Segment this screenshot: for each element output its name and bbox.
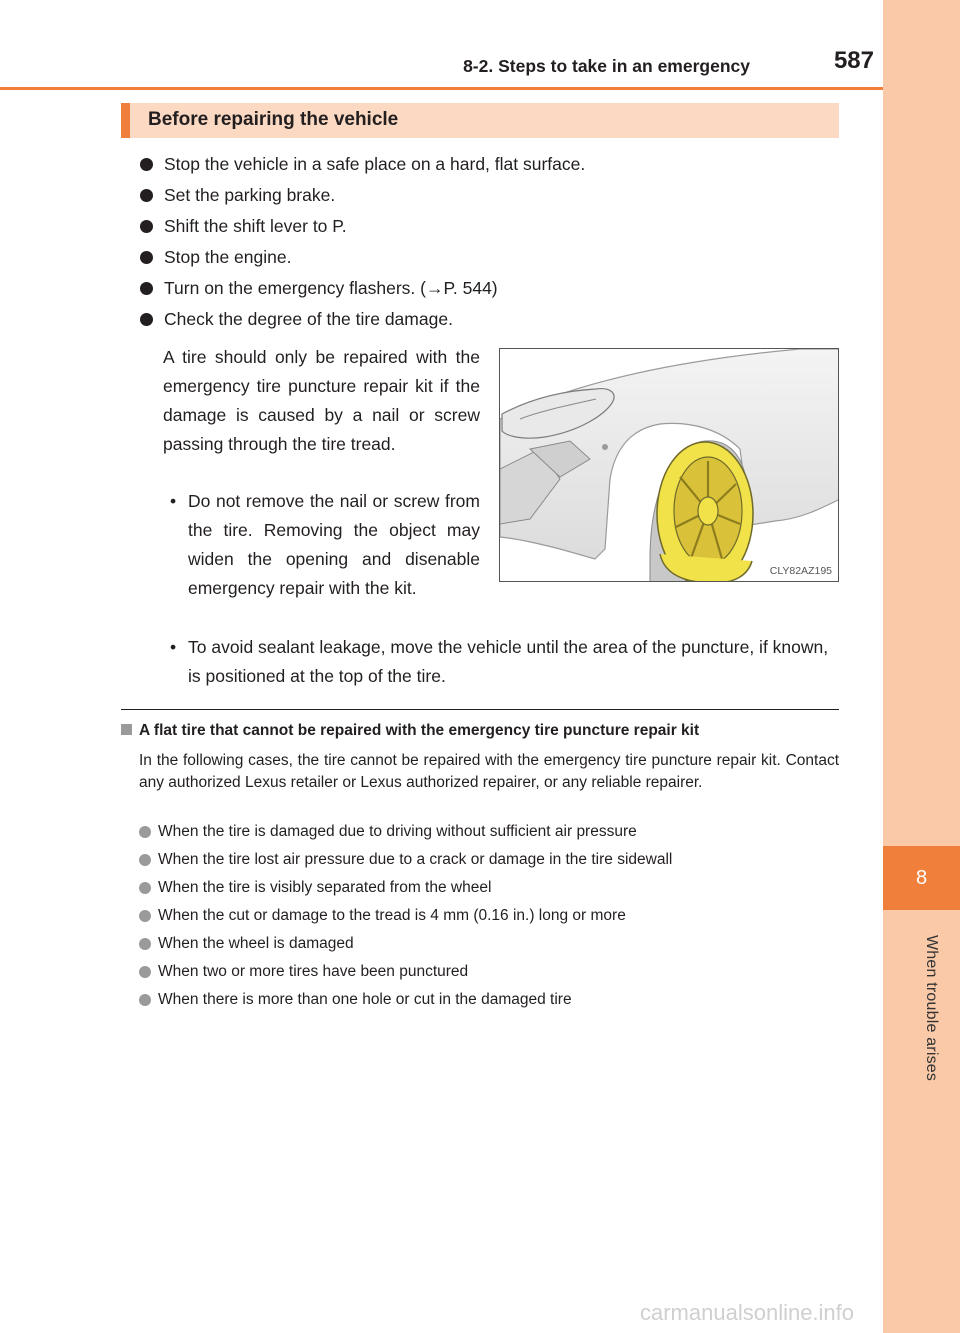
chapter-number: 8 (883, 846, 960, 910)
chapter-side-tab (883, 0, 960, 1333)
note-heading: A flat tire that cannot be repaired with the emergency tire puncture repair kit (121, 722, 841, 740)
list-item: When the cut or damage to the tread is 4 mm (0.16 in.) long or more (139, 904, 672, 932)
figure-code: CLY82AZ195 (769, 565, 832, 577)
page-number: 587 (833, 47, 874, 74)
list-item: Check the degree of the tire damage. (140, 305, 585, 336)
list-item: Turn on the emergency flashers. (→P. 544) (140, 274, 585, 305)
bullet-icon (140, 189, 153, 202)
list-item: When the tire lost air pressure due to a crack or damage in the tire sidewall (139, 848, 672, 876)
header-rule (0, 87, 883, 90)
bullet-icon (139, 938, 151, 950)
bullet-icon (139, 910, 151, 922)
bullet-icon (140, 282, 153, 295)
list-item: When two or more tires have been punctured (139, 960, 672, 988)
bullet-icon (140, 158, 153, 171)
section-title: Before repairing the vehicle (148, 109, 399, 130)
bullet-icon (139, 966, 151, 978)
chapter-title: When trouble arises (923, 935, 940, 1082)
list-item: Shift the shift lever to P. (140, 212, 585, 243)
watermark: carmanualsonline.info (640, 1300, 855, 1325)
bullet-icon (139, 882, 151, 894)
subpoint-text: To avoid sealant leakage, move the vehicle until the area of the puncture, if known, is positioned at the top of the tire. (188, 637, 829, 686)
subpoint-text: Do not remove the nail or screw from the tire. Removing the object may widen the opening and disenable emergency repair with the kit. (188, 491, 480, 598)
note-body: In the following cases, the tire cannot be repaired with the emergency tire puncture repair kit. Contact any authorized Lexus retailer or Lexus authorized repairer, or any reliable repairer. (139, 752, 839, 791)
list-item: When the wheel is damaged (139, 932, 672, 960)
list-item: When the tire is visibly separated from the wheel (139, 876, 672, 904)
subpoint-marker: • (170, 637, 177, 657)
car-front-tire-illustration (500, 349, 839, 582)
list-item: When the tire is damaged due to driving without sufficient air pressure (139, 820, 672, 848)
list-item: Stop the vehicle in a safe place on a hard, flat surface. (140, 150, 585, 181)
running-header: 8-2. Steps to take in an emergency (463, 56, 750, 76)
note-list (139, 820, 672, 1016)
bullet-icon (140, 251, 153, 264)
bullet-icon (140, 313, 153, 326)
bullet-icon (139, 994, 151, 1006)
section-heading-bar (121, 103, 839, 138)
list-item: Stop the engine. (140, 243, 585, 274)
list-item: When there is more than one hole or cut in the damaged tire (139, 988, 672, 1016)
subpoint-marker: • (170, 491, 177, 511)
list-item: Set the parking brake. (140, 181, 585, 212)
bullet-icon (140, 220, 153, 233)
damage-explanation: A tire should only be repaired with the emergency tire puncture repair kit if the damage is caused by a nail or screw passing through the tire tread. (163, 347, 480, 454)
section-divider (121, 709, 839, 710)
tire-illustration (499, 348, 839, 582)
precaution-list (140, 150, 585, 336)
bullet-icon (139, 826, 151, 838)
square-bullet-icon (121, 724, 132, 735)
bullet-icon (139, 854, 151, 866)
